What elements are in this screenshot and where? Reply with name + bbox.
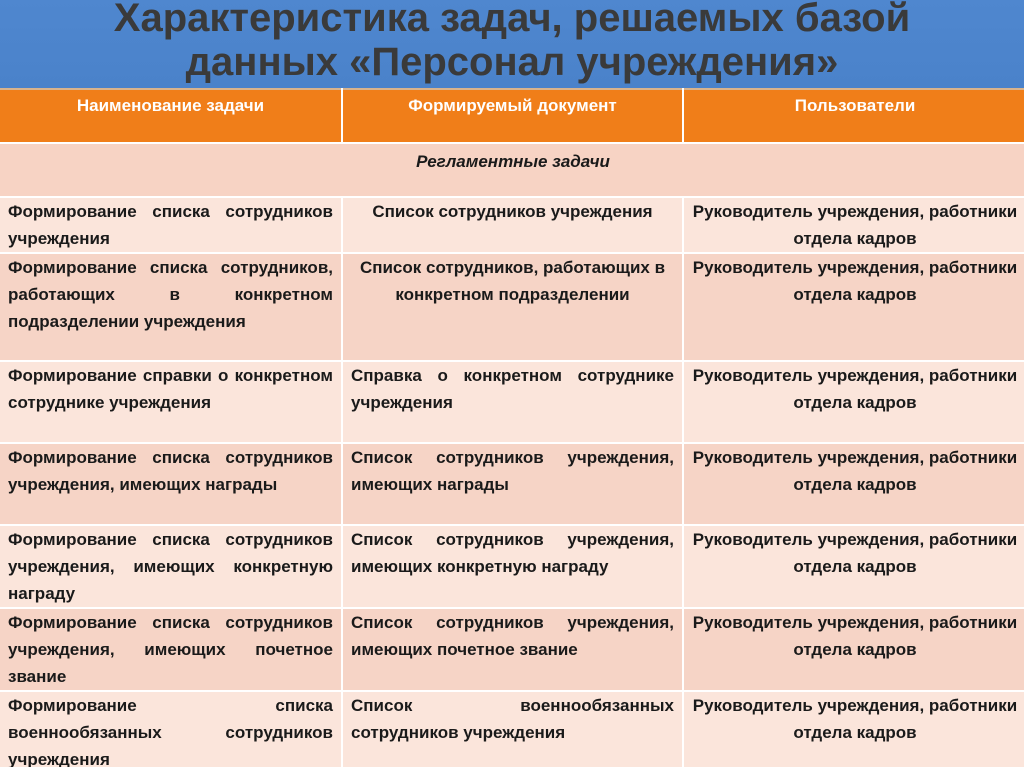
cell-task: Формирование списка сотрудников учреждения, имеющих конкретную награду	[0, 525, 342, 608]
cell-users: Руководитель учреждения, работники отдела кадров	[683, 253, 1024, 361]
table-row	[0, 608, 1024, 691]
section-row	[0, 143, 1024, 197]
header-task-name: Наименование задачи	[0, 89, 342, 143]
cell-document: Список сотрудников учреждения	[342, 197, 683, 253]
cell-document: Список сотрудников учреждения, имеющих конкретную награду	[342, 525, 683, 608]
table-row	[0, 361, 1024, 443]
slide-title-line-2: данных «Персонал учреждения»	[185, 40, 839, 84]
section-label: Регламентные задачи	[0, 143, 1024, 197]
header-document: Формируемый документ	[342, 89, 683, 143]
cell-users: Руководитель учреждения, работники отдела кадров	[683, 361, 1024, 443]
table-row	[0, 525, 1024, 608]
cell-users: Руководитель учреждения, работники отдела кадров	[683, 443, 1024, 525]
header-users: Пользователи	[683, 89, 1024, 143]
cell-users: Руководитель учреждения, работники отдела кадров	[683, 525, 1024, 608]
cell-task: Формирование списка сотрудников учреждения, имеющих почетное звание	[0, 608, 342, 691]
cell-users: Руководитель учреждения, работники отдела кадров	[683, 197, 1024, 253]
table-row	[0, 253, 1024, 361]
table-row	[0, 691, 1024, 767]
cell-users: Руководитель учреждения, работники отдела кадров	[683, 691, 1024, 767]
cell-task: Формирование списка сотрудников учреждения, имеющих награды	[0, 443, 342, 525]
cell-document: Справка о конкретном сотруднике учреждения	[342, 361, 683, 443]
cell-task: Формирование списка сотрудников учреждения	[0, 197, 342, 253]
title-bar	[0, 0, 1024, 88]
cell-task: Формирование списка военнообязанных сотрудников учреждения	[0, 691, 342, 767]
table-header-row	[0, 89, 1024, 143]
slide-title-line-1: Характеристика задач, решаемых базой	[113, 0, 911, 40]
table-row	[0, 197, 1024, 253]
cell-document: Список военнообязанных сотрудников учреждения	[342, 691, 683, 767]
cell-users: Руководитель учреждения, работники отдела кадров	[683, 608, 1024, 691]
cell-task: Формирование справки о конкретном сотруднике учреждения	[0, 361, 342, 443]
cell-document: Список сотрудников учреждения, имеющих почетное звание	[342, 608, 683, 691]
cell-task: Формирование списка сотрудников, работающих в конкретном подразделении учреждения	[0, 253, 342, 361]
tasks-table	[0, 88, 1024, 767]
cell-document: Список сотрудников, работающих в конкретном подразделении	[342, 253, 683, 361]
cell-document: Список сотрудников учреждения, имеющих награды	[342, 443, 683, 525]
table-row	[0, 443, 1024, 525]
